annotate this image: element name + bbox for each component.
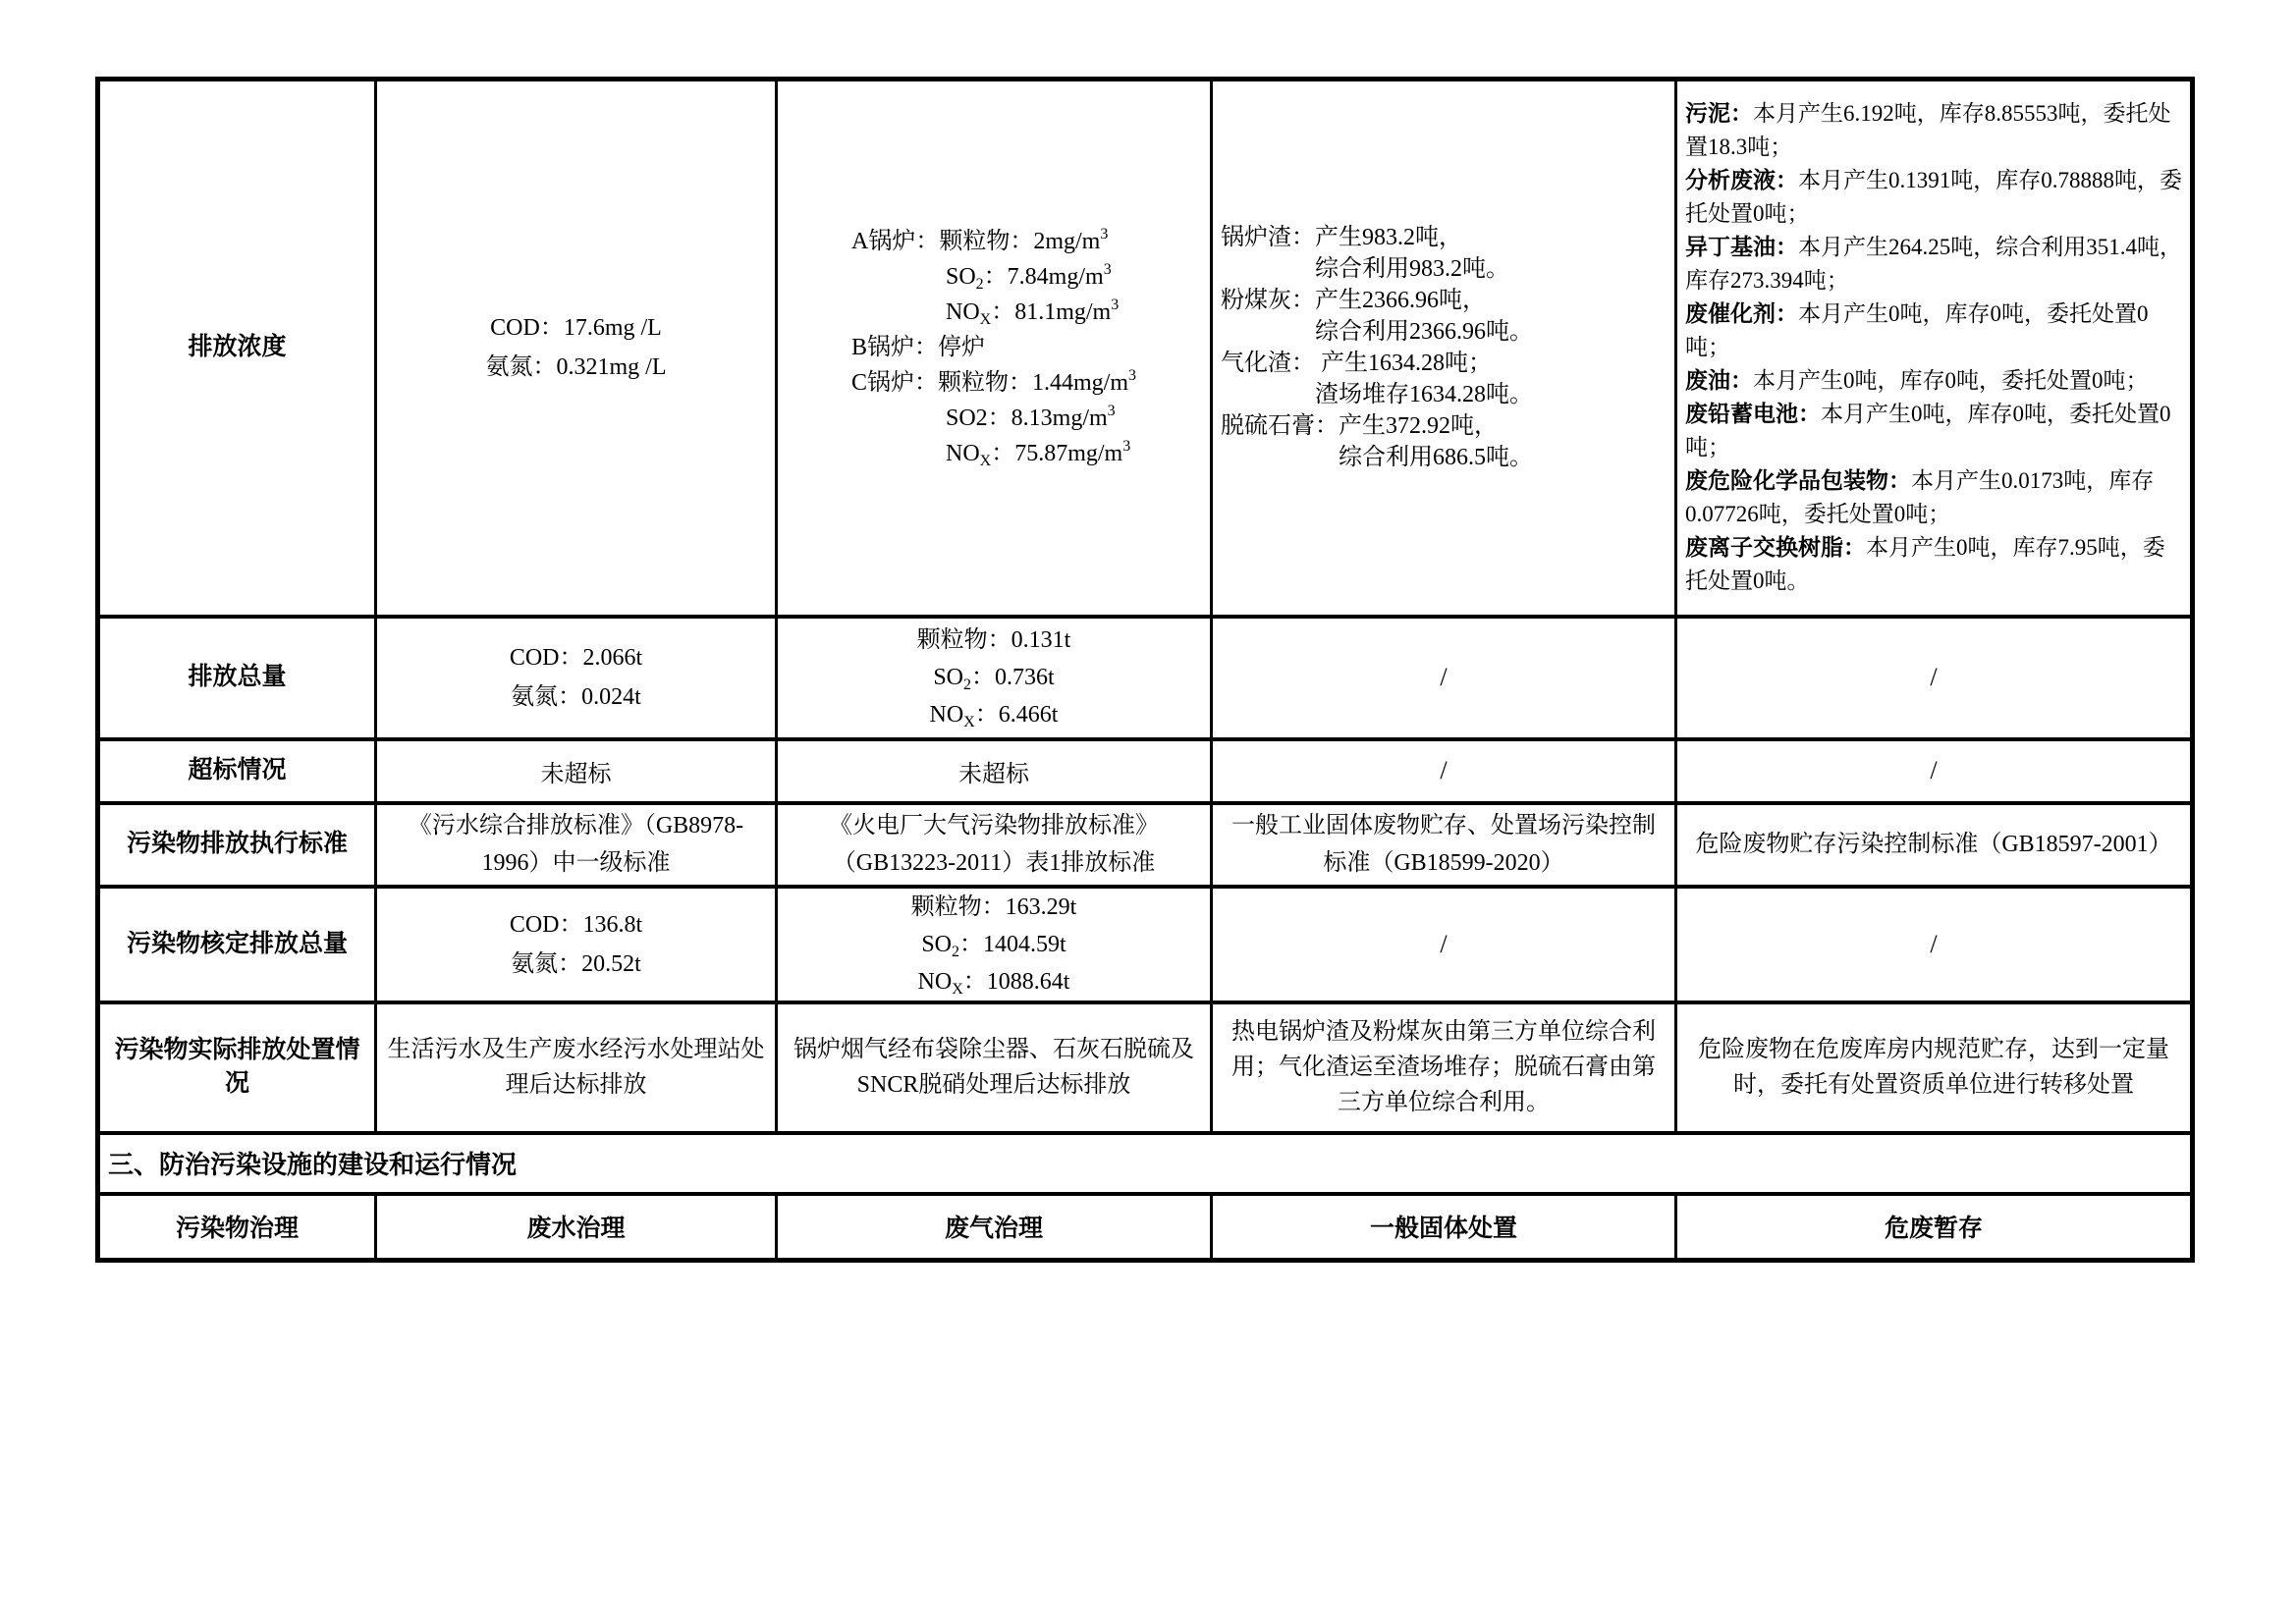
text-segment: ：6.466t xyxy=(974,702,1059,728)
text-segment: 废油： xyxy=(1685,368,1753,394)
text-line xyxy=(851,401,1136,436)
approved-air-lines xyxy=(788,889,1200,1001)
text-line xyxy=(788,926,1200,963)
cell-concentration-solid-waste xyxy=(1212,80,1676,617)
row-exceedance xyxy=(98,739,2193,803)
row-actual-disposal xyxy=(98,1002,2193,1133)
text-segment: ：0.736t xyxy=(971,665,1055,690)
text-line xyxy=(1221,285,1533,316)
text-line xyxy=(851,436,1136,471)
cell-exceed-solid-slash: / xyxy=(1212,739,1676,803)
treatment-header-wastewater: 废水治理 xyxy=(376,1194,777,1261)
exceedance-label: 超标情况 xyxy=(98,739,376,803)
cell-standard-wastewater: 《污水综合排放标准》（GB8978-1996）中一级标准 xyxy=(376,803,777,887)
text-segment: A锅炉：颗粒物：2mg/m xyxy=(850,229,1101,255)
text-line xyxy=(788,889,1200,926)
text-line xyxy=(1685,298,2182,364)
cell-standard-hazard: 危险废物贮存污染控制标准（GB18597-2001） xyxy=(1676,803,2193,887)
row-section3-header xyxy=(98,1133,2193,1194)
pollutant-discharge-table xyxy=(95,77,2195,1263)
cell-concentration-hazardous-waste xyxy=(1676,80,2193,617)
text-segment: COD：17.6mg /L xyxy=(490,315,662,342)
text-segment: 本月产生0.0173吨，库存0.07726吨，委托处置0吨； xyxy=(1685,468,2155,527)
treatment-header-hazard: 危废暂存 xyxy=(1676,1194,2193,1261)
text-segment: 污泥： xyxy=(1685,101,1753,127)
cell-approved-solid-slash: / xyxy=(1212,887,1676,1002)
treatment-header-solid: 一般固体处置 xyxy=(1212,1194,1676,1261)
section3-title: 三、防治污染设施的建设和运行情况 xyxy=(98,1133,2193,1194)
text-segment: 废催化剂： xyxy=(1685,301,1798,327)
text-line xyxy=(1685,464,2182,531)
row-treatment-header xyxy=(98,1194,2193,1261)
row-emission-total xyxy=(98,617,2193,739)
text-line xyxy=(788,622,1200,659)
air-total-lines xyxy=(788,622,1200,733)
text-segment: 废危险化学品包装物： xyxy=(1685,468,1911,494)
text-segment: 锅炉渣：产生983.2吨， xyxy=(1221,225,1462,251)
cell-total-solid-slash: / xyxy=(1212,617,1676,739)
cell-total-wastewater xyxy=(376,617,777,739)
text-line xyxy=(387,348,765,387)
cell-exceed-hazard-slash: / xyxy=(1676,739,2193,803)
treatment-header-air: 废气治理 xyxy=(777,1194,1212,1261)
text-line xyxy=(851,365,1136,401)
text-segment: 本月产生264.25吨，综合利用351.4吨，库存273.394吨； xyxy=(1685,235,2182,294)
text-segment: 废离子交换树脂： xyxy=(1685,535,1866,561)
text-segment: 3 xyxy=(1100,226,1109,243)
text-segment: ：1088.64t xyxy=(962,968,1070,995)
text-segment: 综合利用686.5吨。 xyxy=(1339,445,1533,471)
cell-standard-air: 《火电厂大气污染物排放标准》（GB13223-2011）表1排放标准 xyxy=(777,803,1212,887)
text-segment: 本月产生0.1391吨，库存0.78888吨，委托处置0吨； xyxy=(1685,168,2182,227)
text-segment: NO xyxy=(929,702,964,728)
text-segment: B锅炉：停炉 xyxy=(850,335,985,361)
text-line xyxy=(1221,442,1533,473)
text-line xyxy=(1221,379,1533,410)
solid-waste-lines xyxy=(1214,222,1533,473)
emission-concentration-label: 排放浓度 xyxy=(98,80,376,617)
cell-actual-air: 锅炉烟气经布袋除尘器、石灰石脱硫及SNCR脱硝处理后达标排放 xyxy=(777,1002,1212,1133)
cell-approved-wastewater xyxy=(376,887,777,1002)
row-emission-standard xyxy=(98,803,2193,887)
text-segment: C锅炉：颗粒物：1.44mg/m xyxy=(850,370,1128,397)
text-segment: ：7.84mg/m xyxy=(983,264,1104,291)
text-line xyxy=(1685,97,2182,164)
text-segment: X xyxy=(952,980,963,998)
text-segment: X xyxy=(979,453,992,470)
wastewater-concentration-lines xyxy=(387,308,765,387)
text-segment: COD：2.066t xyxy=(509,645,643,671)
text-segment: 渣场堆存1634.28吨。 xyxy=(1315,382,1533,408)
text-segment: 2 xyxy=(963,676,971,693)
text-segment: 颗粒物：0.131t xyxy=(916,627,1071,653)
text-segment: SO xyxy=(945,264,976,291)
text-line xyxy=(851,259,1136,295)
text-segment: 本月产生0吨，库存0吨，委托处置0吨； xyxy=(1753,368,2149,394)
text-segment: X xyxy=(979,311,992,329)
boiler-concentration-lines xyxy=(851,224,1136,471)
text-segment: ：1404.59t xyxy=(959,931,1066,957)
emission-standard-label: 污染物排放执行标准 xyxy=(98,803,376,887)
cell-actual-solid: 热电锅炉渣及粉煤灰由第三方单位综合利用；气化渣运至渣场堆存；脱硫石膏由第三方单位综合利用。 xyxy=(1212,1002,1676,1133)
text-line xyxy=(1685,398,2182,464)
approved-total-label: 污染物核定排放总量 xyxy=(98,887,376,1002)
text-segment: 气化渣： 产生1634.28吨； xyxy=(1221,351,1492,377)
text-segment: SO xyxy=(933,665,963,690)
text-segment: 3 xyxy=(1122,438,1131,456)
cell-total-air xyxy=(777,617,1212,739)
cell-actual-wastewater: 生活污水及生产废水经污水处理站处理后达标排放 xyxy=(376,1002,777,1133)
text-line xyxy=(387,638,765,677)
text-segment: 3 xyxy=(1128,367,1136,385)
text-line xyxy=(387,945,765,984)
text-segment: 废铅蓄电池： xyxy=(1685,402,1821,427)
cell-total-hazard-slash: / xyxy=(1676,617,2193,739)
text-segment: 异丁基油： xyxy=(1685,235,1798,260)
text-line xyxy=(788,696,1200,733)
text-line xyxy=(1221,410,1533,442)
text-line xyxy=(1221,253,1533,285)
text-segment: 氨氮：0.024t xyxy=(511,684,641,710)
text-segment: 本月产生6.192吨，库存8.85553吨，委托处置18.3吨； xyxy=(1685,101,2171,160)
text-line xyxy=(1221,348,1533,379)
text-segment: 本月产生0吨，库存7.95吨，委托处置0吨。 xyxy=(1685,535,2165,594)
row-emission-concentration xyxy=(98,80,2193,617)
text-segment: 氨氮：20.52t xyxy=(511,950,641,977)
text-line xyxy=(1685,164,2182,231)
cell-standard-solid: 一般工业固体废物贮存、处置场污染控制标准（GB18599-2020） xyxy=(1212,803,1676,887)
text-segment: NO xyxy=(945,441,980,467)
text-line xyxy=(1221,316,1533,348)
cell-exceed-air: 未超标 xyxy=(777,739,1212,803)
row-approved-total xyxy=(98,887,2193,1002)
text-line xyxy=(788,659,1200,696)
cell-approved-hazard-slash: / xyxy=(1676,887,2193,1002)
text-segment: NO xyxy=(917,968,953,995)
text-line xyxy=(1221,222,1533,253)
text-segment: 脱硫石膏：产生372.92吨， xyxy=(1221,413,1498,440)
text-segment: ：75.87mg/m xyxy=(991,441,1123,467)
text-segment: 颗粒物：163.29t xyxy=(910,893,1077,920)
cell-approved-air xyxy=(777,887,1212,1002)
text-segment: 3 xyxy=(1107,403,1116,420)
text-segment: 本月产生0吨，库存0吨，委托处置0吨； xyxy=(1685,301,2149,360)
text-segment: 氨氮：0.321mg /L xyxy=(485,354,667,381)
text-segment: ：81.1mg/m xyxy=(991,299,1112,326)
actual-disposal-label: 污染物实际排放处置情况 xyxy=(98,1002,376,1133)
cell-exceed-wastewater: 未超标 xyxy=(376,739,777,803)
text-segment: NO xyxy=(945,299,980,326)
text-segment: 分析废液： xyxy=(1685,168,1798,193)
emission-total-label: 排放总量 xyxy=(98,617,376,739)
text-segment: 粉煤灰：产生2366.96吨， xyxy=(1221,288,1486,314)
text-line xyxy=(387,905,765,945)
text-line xyxy=(1685,364,2182,398)
approved-wastewater-lines xyxy=(387,905,765,984)
text-line xyxy=(1685,531,2182,598)
text-line xyxy=(851,330,1136,365)
text-segment: X xyxy=(963,714,975,730)
text-segment: 2 xyxy=(975,276,984,294)
text-segment: 综合利用983.2吨。 xyxy=(1315,256,1509,283)
treatment-header-pollutant: 污染物治理 xyxy=(98,1194,376,1261)
text-segment: COD：136.8t xyxy=(509,911,643,938)
text-line xyxy=(851,295,1136,330)
text-segment: SO xyxy=(921,931,952,957)
text-segment: SO2：8.13mg/m xyxy=(945,406,1108,432)
cell-concentration-wastewater xyxy=(376,80,777,617)
text-line xyxy=(387,677,765,717)
text-line xyxy=(851,224,1136,259)
text-line xyxy=(387,308,765,348)
text-line xyxy=(1685,231,2182,298)
cell-concentration-air xyxy=(777,80,1212,617)
hazardous-waste-lines xyxy=(1685,97,2182,598)
text-segment: 3 xyxy=(1103,261,1112,279)
text-segment: 综合利用2366.96吨。 xyxy=(1315,319,1533,346)
text-segment: 2 xyxy=(952,943,959,960)
wastewater-total-lines xyxy=(387,638,765,717)
text-segment: 本月产生0吨，库存0吨，委托处置0吨； xyxy=(1685,402,2171,460)
text-line xyxy=(788,963,1200,1001)
cell-actual-hazard: 危险废物在危废库房内规范贮存，达到一定量时，委托有处置资质单位进行转移处置 xyxy=(1676,1002,2193,1133)
text-segment: 3 xyxy=(1111,297,1120,314)
